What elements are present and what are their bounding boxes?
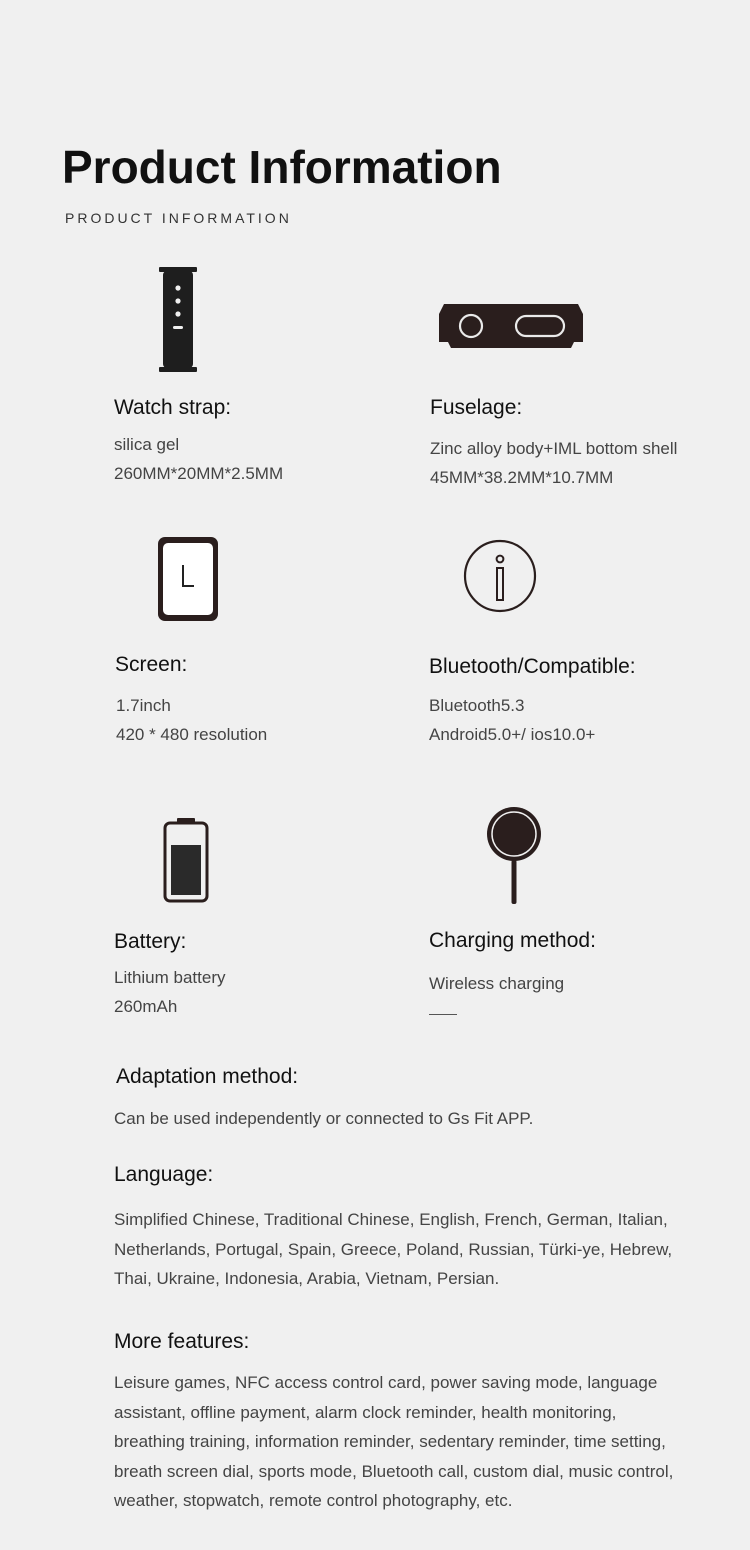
language-title: Language:: [114, 1163, 214, 1186]
screen-resolution: 420 * 480 resolution: [116, 725, 268, 744]
watch-strap-material: silica gel: [114, 435, 180, 454]
fuselage-title: Fuselage:: [430, 396, 523, 419]
charging-type: Wireless charging: [429, 974, 565, 993]
watch-strap-icon: [155, 266, 201, 374]
info-icon: [462, 538, 538, 614]
bluetooth-compatibility: Android5.0+/ ios10.0+: [429, 725, 596, 744]
adaptation-text: Can be used independently or connected to Gs Fit APP.: [114, 1109, 534, 1128]
battery-type: Lithium battery: [114, 968, 226, 987]
page-title: Product Information: [62, 141, 502, 193]
battery-capacity: 260mAh: [114, 997, 178, 1016]
language-text: Simplified Chinese, Traditional Chinese, English, French, German, Italian, Netherlands, Portugal, Spain, Greece, Poland, Russian, Türki-ye, Hebrew, Thai, Ukraine, Indonesia, Arabia, Vietnam, Persian.: [114, 1210, 673, 1288]
watch-strap-size: 260MM*20MM*2.5MM: [114, 464, 284, 483]
watch-body-icon: [438, 302, 584, 350]
watch-strap-title: Watch strap:: [114, 396, 232, 419]
screen-icon: [157, 536, 219, 622]
features-text: Leisure games, NFC access control card, power saving mode, language assistant, offline payment, alarm clock reminder, health monitoring, breathing training, information reminder, sedentary reminder, time setting, breath screen dial, sports mode, Bluetooth call, custom dial, music control, weather, stopwatch, remote control photography, etc.: [114, 1373, 674, 1510]
wireless-charger-icon: [484, 804, 544, 906]
battery-icon: [162, 817, 210, 903]
screen-title: Screen:: [115, 653, 188, 676]
divider: [429, 1014, 457, 1015]
features-title: More features:: [114, 1330, 250, 1353]
fuselage-size: 45MM*38.2MM*10.7MM: [430, 468, 614, 487]
charging-title: Charging method:: [429, 929, 596, 952]
adaptation-title: Adaptation method:: [116, 1065, 299, 1088]
bluetooth-version: Bluetooth5.3: [429, 696, 525, 715]
screen-size: 1.7inch: [116, 696, 171, 715]
fuselage-material: Zinc alloy body+IML bottom shell: [430, 439, 678, 458]
bluetooth-title: Bluetooth/Compatible:: [429, 655, 636, 678]
page-subtitle: PRODUCT INFORMATION: [65, 210, 292, 226]
battery-title: Battery:: [114, 930, 187, 953]
